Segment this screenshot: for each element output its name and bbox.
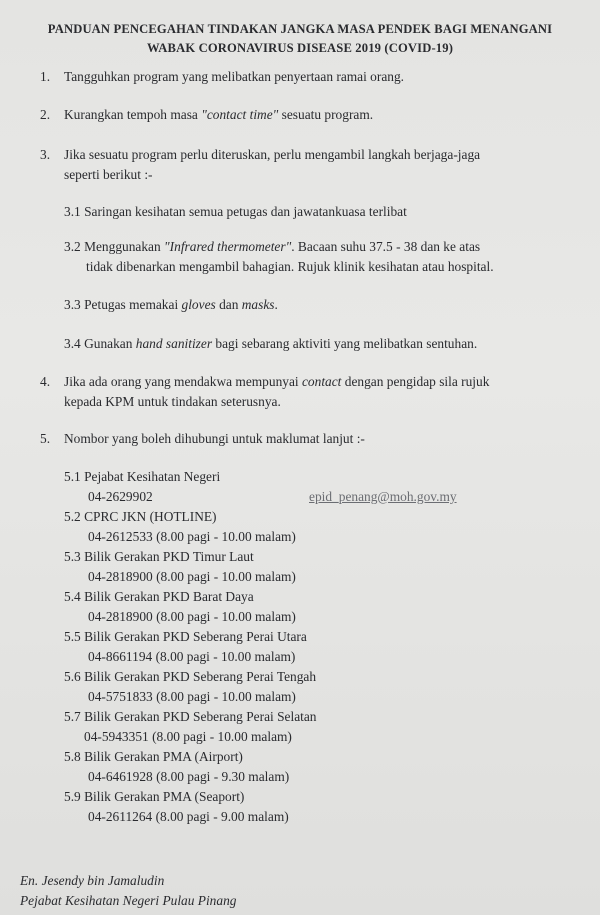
- item-number: 1.: [40, 69, 51, 84]
- list-item-4: [40, 372, 580, 412]
- item-text: Nombor yang boleh dihubungi untuk maklumat lanjut :-: [64, 431, 365, 446]
- contact-label: 5.3 Bilik Gerakan PKD Timur Laut: [64, 549, 254, 564]
- contact-phone: 04-2629902 epid_penang@moh.gov.my: [64, 487, 584, 507]
- contact-phone: 04-5943351 (8.00 pagi - 10.00 malam): [84, 729, 292, 744]
- item-text: Jika ada orang yang mendakwa mempunyai contact dengan pengidap sila rujuk kepada KPM untuk tindakan seterusnya.: [64, 374, 490, 409]
- item-text: Jika sesuatu program perlu diteruskan, perlu mengambil langkah berjaga-jaga seperti berikut :-: [64, 147, 481, 182]
- contact-phone: 04-2818900 (8.00 pagi - 10.00 malam): [88, 609, 296, 624]
- subitem-3-2: 3.2 Menggunakan "Infrared thermometer". Bacaan suhu 37.5 - 38 dan ke atas tidak dibenarkan mengambil bahagian. Rujuk klinik kesihatan atau hospital.: [64, 239, 494, 274]
- contact-phone: 04-2612533 (8.00 pagi - 10.00 malam): [88, 529, 296, 544]
- item-number: 3.: [40, 147, 51, 162]
- subitem-3-4: 3.4 Gunakan hand sanitizer bagi sebarang aktiviti yang melibatkan sentuhan.: [64, 336, 478, 351]
- signature-block: [20, 871, 236, 911]
- contact-label: 5.6 Bilik Gerakan PKD Seberang Perai Tengah: [64, 669, 317, 684]
- contact-phone: 04-6461928 (8.00 pagi - 9.30 malam): [88, 769, 290, 784]
- signatory-name: En. Jesendy bin Jamaludin: [20, 873, 165, 888]
- contact-label: 5.2 CPRC JKN (HOTLINE): [64, 509, 217, 524]
- subitem-3-3: 3.3 Petugas memakai gloves dan masks.: [64, 297, 278, 312]
- contact-label: 5.9 Bilik Gerakan PMA (Seaport): [64, 789, 245, 804]
- signatory-office: Pejabat Kesihatan Negeri Pulau Pinang: [20, 893, 237, 908]
- contact-phone: 04-2818900 (8.00 pagi - 10.00 malam): [88, 569, 296, 584]
- list-item-3: [40, 145, 580, 185]
- item-number: 5.: [40, 431, 51, 446]
- contact-label: 5.7 Bilik Gerakan PKD Seberang Perai Selatan: [64, 709, 317, 724]
- title-line-2: WABAK CORONAVIRUS DISEASE 2019 (COVID-19): [146, 41, 454, 55]
- contact-phone: 04-2611264 (8.00 pagi - 9.00 malam): [88, 809, 289, 824]
- item-text: Kurangkan tempoh masa "contact time" sesuatu program.: [64, 107, 374, 122]
- item-number: 4.: [40, 374, 51, 389]
- contact-label: 5.8 Bilik Gerakan PMA (Airport): [64, 749, 243, 764]
- item-number: 2.: [40, 107, 51, 122]
- contact-list: [64, 467, 584, 827]
- contact-label: 5.5 Bilik Gerakan PKD Seberang Perai Utara: [64, 629, 307, 644]
- item-text: Tangguhkan program yang melibatkan penyertaan ramai orang.: [64, 69, 405, 84]
- email-link[interactable]: epid_penang@moh.gov.my: [309, 489, 457, 504]
- document-title: [0, 20, 600, 58]
- subitem-3-1: 3.1 Saringan kesihatan semua petugas dan jawatankuasa terlibat: [64, 204, 407, 219]
- contact-phone: 04-5751833 (8.00 pagi - 10.00 malam): [88, 689, 296, 704]
- contact-label: 5.4 Bilik Gerakan PKD Barat Daya: [64, 589, 254, 604]
- contact-label: 5.1 Pejabat Kesihatan Negeri: [64, 469, 221, 484]
- contact-phone: 04-8661194 (8.00 pagi - 10.00 malam): [88, 649, 296, 664]
- title-line-1: PANDUAN PENCEGAHAN TINDAKAN JANGKA MASA PENDEK BAGI MENANGANI: [47, 22, 553, 36]
